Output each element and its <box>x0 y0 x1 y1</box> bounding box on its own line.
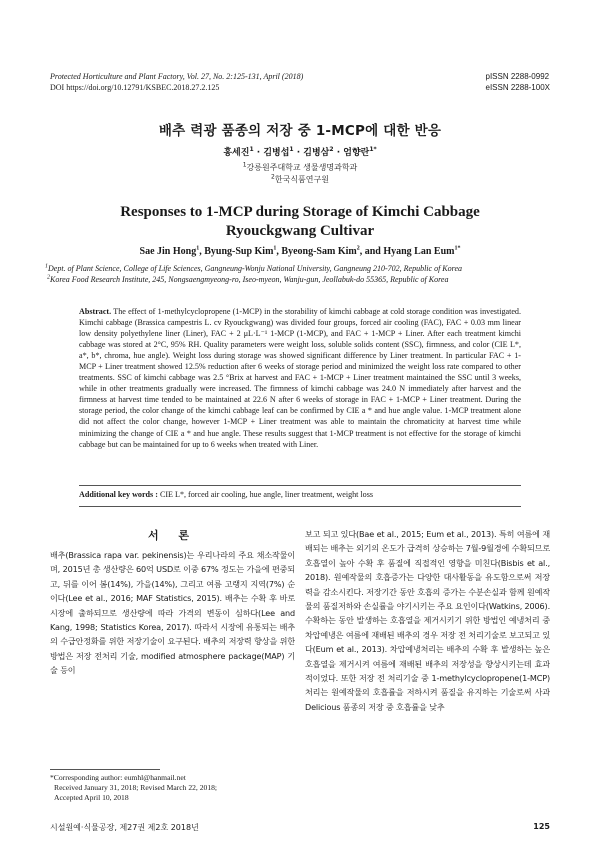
keywords-text: CIE L*, forced air cooling, hue angle, liner treatment, weight loss <box>157 490 374 499</box>
author-sup: 2 <box>329 146 334 153</box>
intro-right-column: 보고 되고 있다(Bae et al., 2015; Eum et al., 2013). 특히 여름에 재배되는 배추는 외기의 온도가 급격히 상승하는 7월-9월경에 수확되므로 호흡열이 높아 수확 후 품질에 직접적인 영향을 미친다(Bisbis et al., 2018). 원예작물의 호흡증가는 다양한 대사활동을 유도함으로써 저장력을 감소시킨다. 저장기간 동안 호흡의 증가는 수분손실과 함께 원예작물의 품질저하와 손실률을 야기시키는 주요 요인이다(Watkins, 2006). 수확하는 동안 발생하는 호흡열을 제거시키기 위한 방법인 예냉처리 중 차압예냉은 여름에 재배된 배추의 경우 저장 전 처리기술로 보고되고 있다(Eum et al., 2013). 차압예냉처리는 배추의 수확 후 발생하는 높은 호흡열을 제거시켜 여름에 재배된 배추의 저장성을 향상시키는데 효과적이었다. 또한 저장 전 처리기술 중 1-methylcyclopropene(1-MCP) 처리는 원예작물의 호흡률을 저하시켜 품질을 유지하는 기술로써 사과 Delicious 품종의 저장 중 호흡률을 낮추 <box>305 529 550 712</box>
korean-affiliation-1 <box>0 162 600 173</box>
corresponding-author[interactable]: *Corresponding author: eumhl@hanmail.net <box>50 773 186 782</box>
abstract <box>79 306 521 450</box>
affiliation-text: Korea Food Research Institute, 245, Nongsaengmyeong-ro, Iseo-myeon, Wanju-gun, Jeollabuk-do 55365, Republic of Korea <box>50 274 449 284</box>
english-author-1: Sae Jin Hong <box>139 246 197 257</box>
accepted-date: Accepted April 10, 2018 <box>54 793 129 802</box>
issn-block <box>486 72 551 93</box>
eissn: eISSN 2288-100X <box>485 82 550 92</box>
author-sup: 1 <box>273 245 277 252</box>
korean-authors: 홍세진$^1$ · 김병섭$^1$ · 김병삼$^2$ · 엄향란$^{1*}$ <box>223 146 377 158</box>
english-author-3: Byeong-Sam Kim <box>281 246 357 257</box>
author-sup: 1* <box>369 146 377 153</box>
english-author-4: Hyang Lan Eum <box>383 246 455 257</box>
author-sup: 1 <box>289 146 294 153</box>
footnote <box>50 773 295 803</box>
affiliation-sup: 2 <box>47 273 50 280</box>
affiliation-text: Dept. of Plant Science, College of Life Sciences, Gangneung-Wonju National University, Gangneung 210-702, Republic of Korea <box>48 264 463 273</box>
keyword-divider-top <box>79 485 521 486</box>
pissn: pISSN 2288-0992 <box>485 72 550 81</box>
keywords <box>79 490 521 499</box>
english-affiliation-1 <box>45 264 557 275</box>
korean-author-4: 엄향란 <box>343 148 370 158</box>
korean-affiliation-2 <box>0 174 600 185</box>
doi-line[interactable]: DOI https://doi.org/10.12791/KSBEC.2018.27.2.125 <box>50 82 220 92</box>
affiliation-text: 강릉원주대학교 생물생명과학과 <box>246 163 358 172</box>
english-title <box>0 203 600 241</box>
section-heading-introduction: 서 론 <box>147 529 198 542</box>
abstract-label: Abstract. <box>79 307 112 316</box>
page-number: 125 <box>533 822 550 831</box>
journal-header <box>50 72 303 93</box>
korean-title: 배추 력광 품종의 저장 중 1-MCP에 대한 반응 <box>158 123 442 139</box>
english-title-line-2: Ryouckgwang Cultivar <box>225 223 375 239</box>
keywords-label: Additional key words : <box>79 490 158 499</box>
intro-left-column: 배추(Brassica rapa var. pekinensis)는 우리나라의 주요 채소작물이며, 2015년 총 생산량은 60억 USD로 이중 67% 정도는 가을에 편중되고, 뒤를 이어 봄(14%), 가을(14%), 그리고 여름 고랭지 지역(7%) 순이다(Lee et al., 2016; MAF Statistics, 2015). 배추는 수확 후 바로 시장에 출하되므로 생산량에 따라 가격의 변동이 심하다(Lee and Kang, 1998; Statistics Korea, 2017). 따라서 시장에 유통되는 배추의 수급안정화를 위한 저장기술이 요구된다. 배추의 저장력 향상을 위한 방법은 저장 전처리 기술, modified atmosphere package(MAP) 기술 등이 <box>50 550 295 676</box>
keyword-divider-bottom <box>79 506 521 507</box>
english-authors: Sae Jin Hong$^1$, Byung-Sup Kim$^1$, Byeong-Sam Kim$^2$, and Hyang Lan Eum$^{1*}$ <box>139 245 461 257</box>
author-sup: 2 <box>356 245 360 252</box>
footnote-divider <box>50 769 160 770</box>
english-title-line-1: Responses to 1-MCP during Storage of Kimchi Cabbage <box>120 204 480 220</box>
affiliation-sup: 2 <box>271 173 275 181</box>
english-author-2: Byung-Sup Kim <box>204 246 274 257</box>
korean-author-2: 김병섭 <box>263 148 290 158</box>
affiliation-text: 한국식품연구원 <box>274 175 329 184</box>
affiliation-sup: 1 <box>242 161 247 169</box>
author-sup: 1* <box>454 245 461 252</box>
korean-author-3: 김병삼 <box>303 148 330 158</box>
affiliation-sup: 1 <box>45 263 48 270</box>
english-affiliation-2 <box>45 275 557 286</box>
abstract-text: The effect of 1-methylcyclopropene (1-MCP) in the storability of kimchi cabbage at cold storage condition was investigated. Kimchi cabbage (Brassica campestris L. cv Ryouckgwang) was divided four groups, forced air cooling (FAC), FAC + 0.03 mm linear low density polyethylene liner (Liner), FAC + 2 μL·L⁻¹ 1-MCP (1-MCP), and FAC + 1-MCP + Liner. After each treatment kimchi cabbage was stored at 2°C, 95% RH. Quality parameters were weight loss, soluble solids content (SSC), firmness, and color (CIE L*, a*, b*, chroma, hue angle). Weight loss during storage was showed significant difference by Liner treatment. In particular FAC + 1-MCP + Liner treatment showed 12.5% reduction after 6 weeks of storage period and minimized the weight loss rate compared to other treatments. SSC of kimchi cabbage was 2.5 °Brix at harvest and FAC + 1-MCP + Liner treatment maintained the SSC until 3 weeks, while in other treatments gradually were increased. The firmness of kimchi cabbage was 24.0 N immediately after harvest and the firmness at harvest time tended to be maintained at 22.6 N after 6 weeks of storage in FAC + 1-MCP + Liner treatment. During the storage period, the color change of the kimchi cabbage leaf can be confirmed by CIE a * and hue angle value. 1-MCP treatment alone did not affect the color change, however 1-MCP + Liner treatment was able to maintain the chromaticity at harvest time while minimizing the change of CIE a * and hue angle. These results suggest that 1-MCP treatment is not effective for the storage of kimchi cabbage but can be maintained for up to 6 weeks when treated with Liner. <box>79 307 521 449</box>
footer-journal: 시설원예·식물공장, 제27권 제2호 2018년 <box>50 823 199 832</box>
received-date: Received January 31, 2018; Revised March 22, 2018; <box>54 783 218 792</box>
korean-author-1: 홍세진 <box>223 148 250 158</box>
author-sup: 1 <box>196 245 200 252</box>
english-affiliations <box>45 264 557 285</box>
author-sup: 1 <box>249 146 254 153</box>
journal-citation: Protected Horticulture and Plant Factory, Vol. 27, No. 2:125-131, April (2018) <box>50 72 304 81</box>
